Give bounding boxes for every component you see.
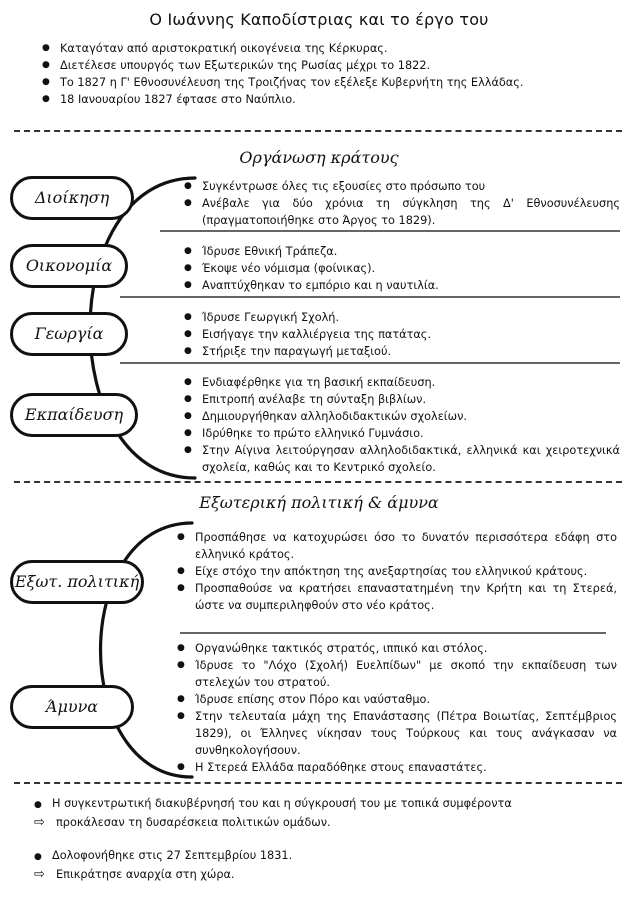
list-item: ● Εισήγαγε την καλλιέργεια της πατάτας. bbox=[182, 326, 602, 343]
list-item: ● Προσπαθούσε να κρατήσει επαναστατημένη την Κρήτη και τη Στερεά, ώστε να συμπεριληφθούν στο νέο κράτος. bbox=[175, 580, 617, 614]
list-item: ● Οργανώθηκε τακτικός στρατός, ιππικό και στόλος. bbox=[175, 640, 617, 657]
economy-list bbox=[182, 243, 602, 294]
label-defense: Άμυνα bbox=[10, 685, 134, 729]
list-item: ● Δημιουργήθηκαν αλληλοδιδακτικών σχολείων. bbox=[182, 408, 620, 425]
list-item: ● Ίδρυσε επίσης στον Πόρο και ναύσταθμο. bbox=[175, 691, 617, 708]
arrow-right-icon: ⇨ bbox=[34, 815, 45, 830]
list-item: ● Η Στερεά Ελλάδα παραδόθηκε στους επαναστάτες. bbox=[175, 759, 617, 776]
list-item: ● Αναπτύχθηκαν το εμπόριο και η ναυτιλία. bbox=[182, 277, 602, 294]
education-list bbox=[182, 374, 620, 476]
label-administration: Διοίκηση bbox=[10, 176, 134, 220]
foreign-policy-list bbox=[175, 529, 617, 614]
section-divider bbox=[14, 782, 622, 784]
foreign-heading: Εξωτερική πολιτική & άμυνα bbox=[199, 493, 439, 512]
list-item: ● Στήριξε την παραγωγή μεταξιού. bbox=[182, 343, 602, 360]
list-item: ● Προσπάθησε να κατοχυρώσει όσο το δυνατόν περισσότερα εδάφη στο ελληνικό κράτος. bbox=[175, 529, 617, 563]
list-item: ● Επιτροπή ανέλαβε τη σύνταξη βιβλίων. bbox=[182, 391, 620, 408]
agriculture-list bbox=[182, 309, 602, 360]
page-title: Ο Ιωάννης Καποδίστριας και το έργο του bbox=[149, 10, 489, 29]
list-item: ● Ανέβαλε για δύο χρόνια τη σύγκληση της Δ' Εθνοσυνέλευσης (πραγματοποιήθηκε στο Άργος το 1829). bbox=[182, 195, 620, 229]
intro-item: ● Το 1827 η Γ' Εθνοσυνέλευση της Τροιζήνας τον εξέλεξε Κυβερνήτη της Ελλάδας. bbox=[40, 74, 620, 91]
footer-result: προκάλεσαν τη δυσαρέσκεια πολιτικών ομάδων. bbox=[56, 816, 331, 829]
label-foreign-policy: Εξωτ. πολιτική bbox=[10, 560, 144, 604]
bullet-icon: ● bbox=[34, 852, 42, 862]
defense-list bbox=[175, 640, 617, 776]
administration-list bbox=[182, 178, 620, 229]
list-item: ● Είχε στόχο την απόκτηση της ανεξαρτησίας του ελληνικού κράτους. bbox=[175, 563, 617, 580]
list-item: ● Ιδρύθηκε το πρώτο ελληνικό Γυμνάσιο. bbox=[182, 425, 620, 442]
list-item: ● Ίδρυσε το "Λόχο (Σχολή) Ευελπίδων" με σκοπό την εκπαίδευση των στελεχών του στρατού. bbox=[175, 657, 617, 691]
intro-item: ● Καταγόταν από αριστοκρατική οικογένεια της Κέρκυρας. bbox=[40, 40, 620, 57]
intro-item: ● 18 Ιανουαρίου 1827 έφτασε στο Ναύπλιο. bbox=[40, 91, 620, 108]
list-item: ● Έκοψε νέο νόμισμα (φοίνικας). bbox=[182, 260, 602, 277]
list-item: ● Ίδρυσε Εθνική Τράπεζα. bbox=[182, 243, 602, 260]
list-item: ● Στην τελευταία μάχη της Επανάστασης (Πέτρα Βοιωτίας, Σεπτέμβριος 1829), οι Έλληνες νίκησαν τους Τούρκους και τους ανάγκασαν να συνθηκολογήσουν. bbox=[175, 708, 617, 759]
organization-heading: Οργάνωση κράτους bbox=[239, 148, 399, 167]
footer-block-2 bbox=[34, 847, 624, 883]
section-divider bbox=[14, 481, 622, 483]
list-item: ● Στην Αίγινα λειτούργησαν αλληλοδιδακτικά, ελληνικά και χειροτεχνικά σχολεία, καθώς και το Κεντρικό σχολείο. bbox=[182, 442, 620, 476]
intro-item: ● Διετέλεσε υπουργός των Εξωτερικών της Ρωσίας μέχρι το 1822. bbox=[40, 57, 620, 74]
footer-text: Δολοφονήθηκε στις 27 Σεπτεμβρίου 1831. bbox=[52, 849, 293, 862]
list-item: ● Ενδιαφέρθηκε για τη βασική εκπαίδευση. bbox=[182, 374, 620, 391]
list-item: ● Συγκέντρωσε όλες τις εξουσίες στο πρόσωπο του bbox=[182, 178, 620, 195]
label-economy: Οικονομία bbox=[10, 244, 128, 288]
label-education: Εκπαίδευση bbox=[10, 393, 138, 437]
footer-result: Επικράτησε αναρχία στη χώρα. bbox=[56, 868, 235, 881]
list-item: ● Ίδρυσε Γεωργική Σχολή. bbox=[182, 309, 602, 326]
footer-block-1 bbox=[34, 795, 624, 831]
label-agriculture: Γεωργία bbox=[10, 312, 128, 356]
arrow-right-icon: ⇨ bbox=[34, 867, 45, 882]
footer-text: Η συγκεντρωτική διακυβέρνησή του και η σύγκρουσή του με τοπικά συμφέροντα bbox=[52, 797, 512, 810]
bullet-icon: ● bbox=[34, 800, 42, 810]
